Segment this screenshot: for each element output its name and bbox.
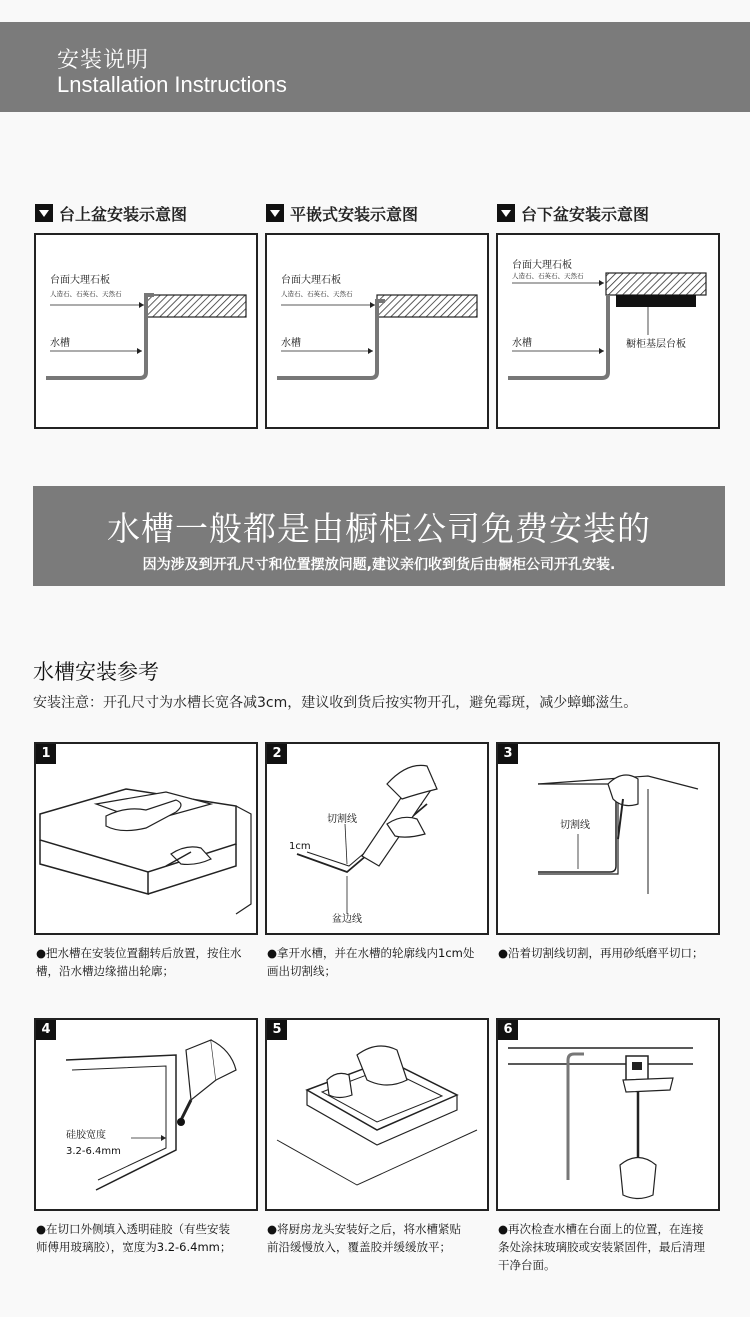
step-5-number: 5 <box>267 1020 287 1040</box>
diagram-2-title: 平嵌式安装示意图 <box>290 204 419 224</box>
sink-outline <box>46 295 154 378</box>
diagram-1-heading <box>35 202 187 224</box>
diagram-3-materials-label: 人造石、石英石、天然石 <box>512 272 584 280</box>
notice-title: 水槽一般都是由橱柜公司免费安装的 <box>107 509 651 548</box>
step-1-caption: ●把水槽在安装位置翻转后放置，按住水 槽，沿水槽边缘描出轮廓； <box>36 946 242 978</box>
diagram-1-title: 台上盆安装示意图 <box>59 204 188 224</box>
step-3-cut-label: 切割线 <box>560 820 590 831</box>
step-2-cut-label: 切割线 <box>327 814 357 825</box>
diagram-3-countertop-label: 台面大理石板 <box>512 260 572 271</box>
countertop-slab <box>606 273 706 295</box>
step-3-number: 3 <box>498 744 518 764</box>
diagram-2-drawing <box>267 235 487 427</box>
hand-shape <box>387 765 437 799</box>
step-2-edge-label: 盆边线 <box>332 914 362 925</box>
step-4-number: 4 <box>36 1020 56 1040</box>
diagram-1-materials-label: 人造石、石英石、天然石 <box>50 290 122 298</box>
diagram-2-heading <box>266 202 418 224</box>
step-2-1cm-label: 1cm <box>289 841 311 852</box>
step-2-number: 2 <box>267 744 287 764</box>
step-6-panel <box>496 1018 720 1211</box>
step-2-illustration <box>267 744 487 933</box>
step-2-panel <box>265 742 489 935</box>
step-3-illustration <box>498 744 718 933</box>
diagram-3-panel <box>496 233 720 429</box>
step-3-caption: ●沿着切割线切割，再用砂纸磨平切口； <box>498 946 704 960</box>
notice-subtitle: 因为涉及到开孔尺寸和位置摆放问题,建议亲们收到货后由橱柜公司开孔安装. <box>142 557 616 573</box>
sink-wall <box>568 1054 584 1180</box>
step-5-illustration <box>267 1020 487 1209</box>
step-4-range-label: 3.2-6.4mm <box>66 1146 121 1157</box>
step-4-illustration <box>36 1020 256 1209</box>
diagram-3-cabinet-label: 橱柜基层台板 <box>626 339 686 350</box>
step-4-caption: ●在切口外侧填入透明硅胶（有些安装 师傅用玻璃胶），宽度为3.2-6.4mm； <box>36 1222 232 1254</box>
countertop-slab <box>377 295 477 317</box>
reference-note: 安装注意：开孔尺寸为水槽长宽各减3cm，建议收到货后按实物开孔，避免霉斑，减少蟑螂滋生。 <box>33 695 638 711</box>
step-6-illustration <box>498 1020 718 1209</box>
diagram-2-countertop-label: 台面大理石板 <box>281 275 341 286</box>
diagram-2-panel <box>265 233 489 429</box>
diagram-1-drawing <box>36 235 256 427</box>
diagram-3-title: 台下盆安装示意图 <box>521 204 650 224</box>
step-5-caption: ●将厨房龙头安装好之后，将水槽紧贴 前沿缓慢放入，覆盖胶并缓缓放平； <box>267 1222 462 1254</box>
step-1-number: 1 <box>36 744 56 764</box>
header-title-en: Lnstallation Instructions <box>57 72 287 97</box>
triangle-down-icon <box>266 204 284 222</box>
diagram-2-materials-label: 人造石、石英石、天然石 <box>281 290 353 298</box>
reference-title: 水槽安装参考 <box>33 660 159 684</box>
step-4-panel <box>34 1018 258 1211</box>
diagram-1-panel <box>34 233 258 429</box>
silicone-gun <box>186 1040 216 1100</box>
step-6-caption: ●再次检查水槽在台面上的位置，在连接 条处涂抹玻璃胶或安装紧固件，最后清理 干净台面。 <box>498 1222 705 1272</box>
step-1-panel <box>34 742 258 935</box>
step-5-panel <box>265 1018 489 1211</box>
countertop-slab <box>146 295 246 317</box>
cabinet-board <box>616 295 696 307</box>
diagram-3-heading <box>497 202 649 224</box>
step-4-width-label: 硅胶宽度 <box>66 1130 106 1141</box>
diagram-3-drawing <box>498 235 718 427</box>
step-2-caption: ●拿开水槽，并在水槽的轮廓线内1cm处 画出切割线； <box>267 946 475 978</box>
diagram-1-countertop-label: 台面大理石板 <box>50 275 110 286</box>
diagram-1-sink-label: 水槽 <box>50 338 70 349</box>
step-1-illustration <box>36 744 256 933</box>
sink-outline <box>508 295 608 378</box>
cut-edge <box>538 792 616 872</box>
diagram-3-sink-label: 水槽 <box>512 338 532 349</box>
step-6-number: 6 <box>498 1020 518 1040</box>
diagram-2-sink-label: 水槽 <box>281 338 301 349</box>
cut-edge <box>66 1055 176 1190</box>
hand-shape <box>620 1158 656 1199</box>
header-title-cn: 安装说明 <box>57 48 150 73</box>
triangle-down-icon <box>35 204 53 222</box>
triangle-down-icon <box>497 204 515 222</box>
step-3-panel <box>496 742 720 935</box>
